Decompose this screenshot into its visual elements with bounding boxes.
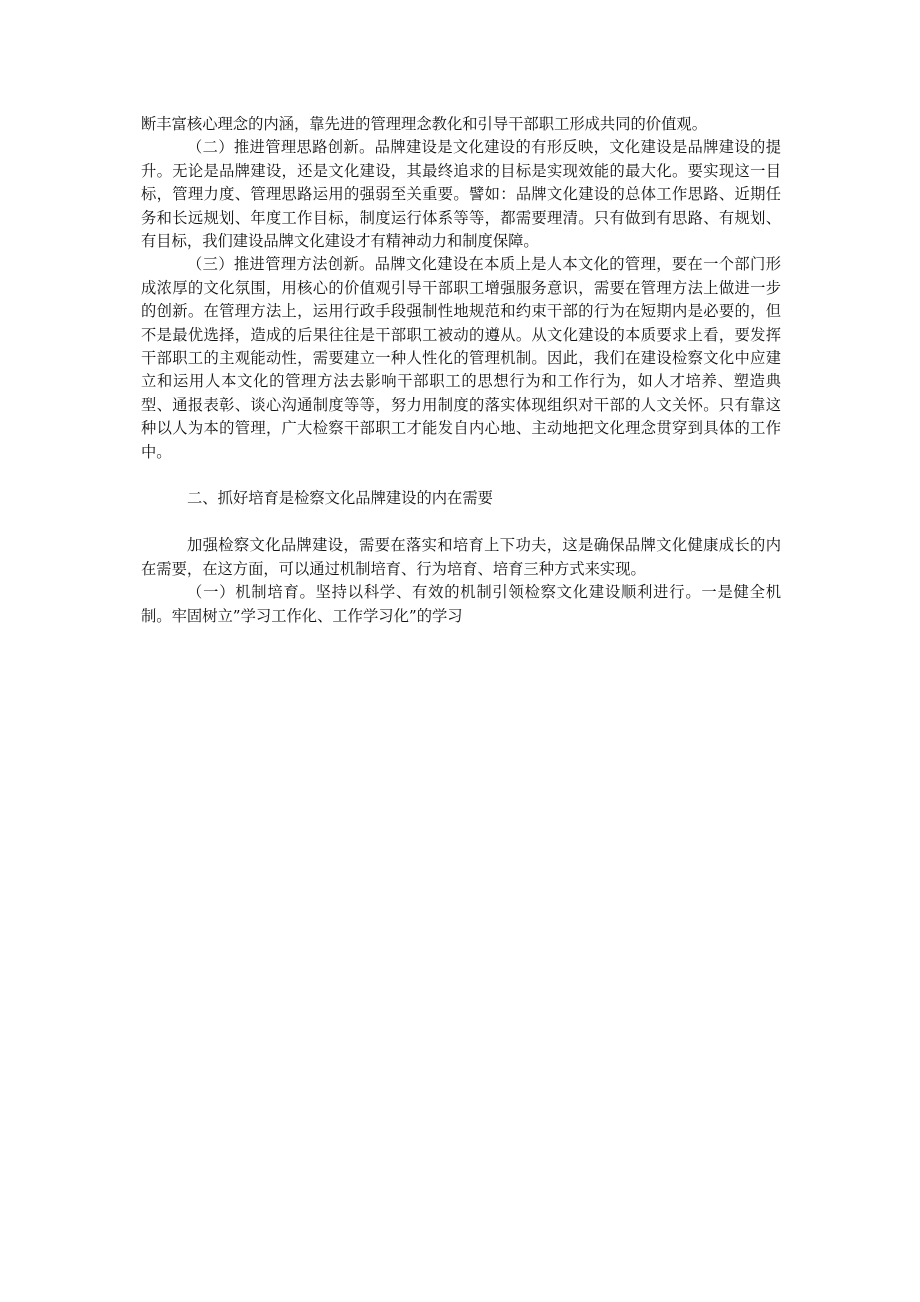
section-heading: 二、抓好培育是检察文化品牌建设的内在需要	[187, 489, 493, 508]
paragraph-management-method: （三）推进管理方法创新。品牌文化建设在本质上是人本文化的管理，要在一个部门形成浓厚的文化氛围，用核心的价值观引导干部职工增强服务意识，需要在管理方法上做进一步的创新。在管理方法上，运用行政手段强制性地规范和约束干部的行为在短期内是必要的，但不是最优选择，造成的后果往往是干部职工被动的遵从。从文化建设的本质要求上看，要发挥干部职工的主观能动性，需要建立一种人性化的管理机制。因此，我们在建设检察文化中应建立和运用人本文化的管理方法去影响干部职工的思想行为和工作行为，如人才培养、塑造典型、通报表彰、谈心沟通制度等等，努力用制度的落实体现组织对干部的人文关怀。只有靠这种以人为本的管理，广大检察干部职工才能发自内心地、主动地把文化理念贯穿到具体的工作中。	[141, 255, 781, 461]
paragraph-cultivation-intro: 加强检察文化品牌建设，需要在落实和培育上下功夫，这是确保品牌文化健康成长的内在需要，在这方面，可以通过机制培育、行为培育、培育三种方式来实现。	[141, 536, 781, 578]
paragraph-spacer	[141, 464, 781, 487]
paragraph-spacer	[141, 511, 781, 534]
paragraph-continuation: 断丰富核心理念的内涵，靠先进的管理理念教化和引导干部职工形成共同的价值观。	[141, 115, 707, 133]
paragraph-mechanism-cultivation: （一）机制培育。坚持以科学、有效的机制引领检察文化建设顺利进行。一是健全机制。牢固树立”学习工作化、工作学习化”的学习	[141, 583, 781, 625]
document-body	[141, 113, 781, 628]
paragraph-management-thinking: （二）推进管理思路创新。品牌建设是文化建设的有形反映，文化建设是品牌建设的提升。无论是品牌建设，还是文化建设，其最终追求的目标是实现效能的最大化。要实现这一目标，管理力度、管理思路运用的强弱至关重要。譬如：品牌文化建设的总体工作思路、近期任务和长远规划、年度工作目标，制度运行体系等等，都需要理清。只有做到有思路、有规划、有目标，我们建设品牌文化建设才有精神动力和制度保障。	[141, 138, 781, 251]
